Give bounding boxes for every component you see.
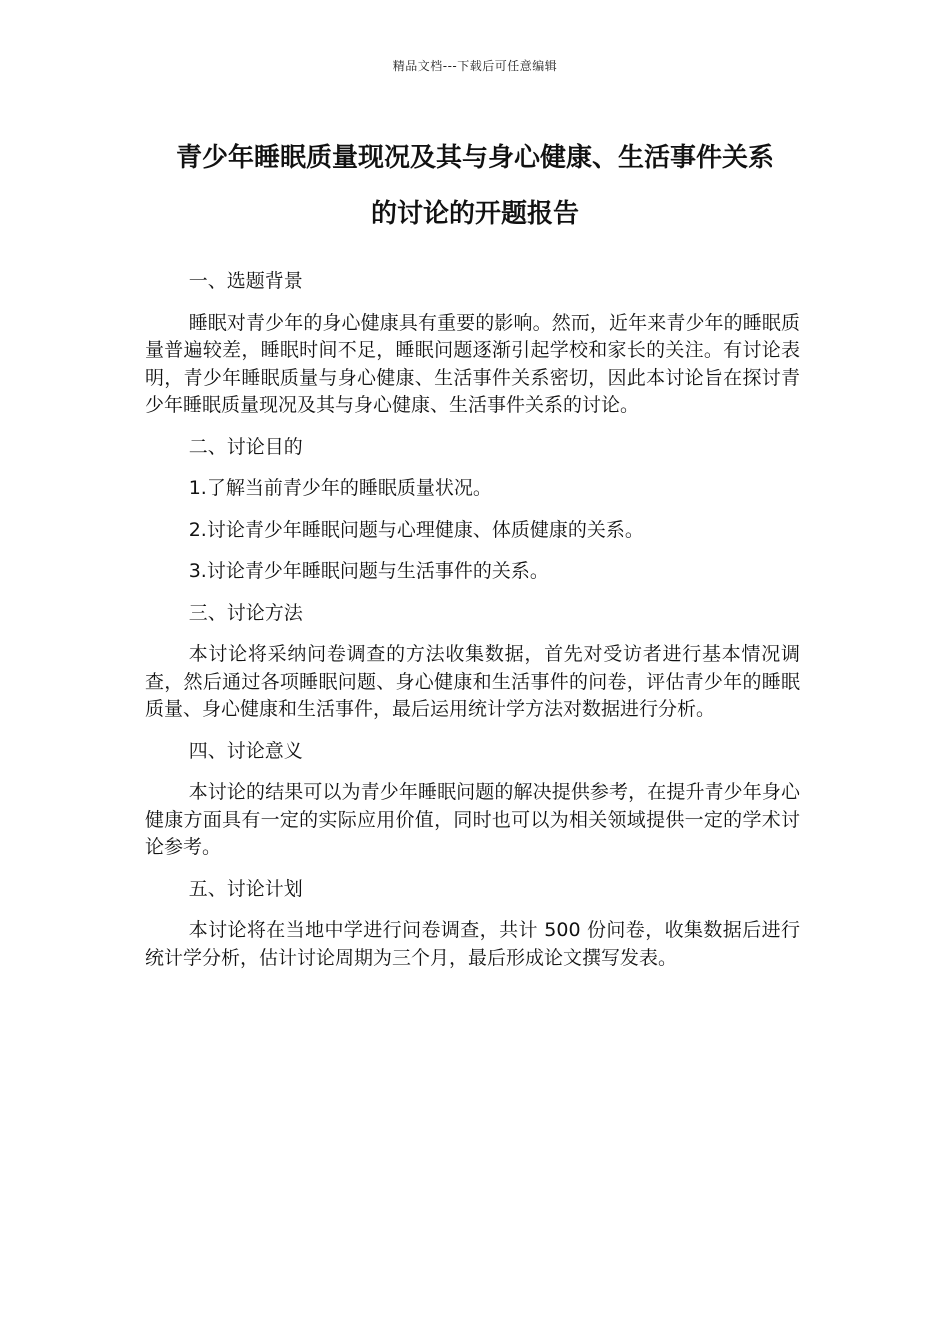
title-line-2: 的讨论的开题报告 <box>370 199 579 229</box>
section-heading-significance: 四、讨论意义 <box>188 739 303 762</box>
purpose-item: 3.讨论青少年睡眠问题与生活事件的关系。 <box>188 560 549 582</box>
title-line-1: 青少年睡眠质量现况及其与身心健康、生活事件关系 <box>175 143 774 173</box>
section-text-significance: 本讨论的结果可以为青少年睡眠问题的解决提供参考，在提升青少年身心健康方面具有一定的实际应用价值，同时也可以为相关领域提供一定的学术讨论参考。 <box>145 781 800 858</box>
section-heading-purpose: 二、讨论目的 <box>188 435 303 458</box>
header-note: 精品文档---下载后可任意编辑 <box>392 59 558 73</box>
section-text-plan: 本讨论将在当地中学进行问卷调查，共计 500 份问卷，收集数据后进行统计学分析，估计讨论周期为三个月，最后形成论文撰写发表。 <box>145 919 800 969</box>
section-heading-plan: 五、讨论计划 <box>188 877 303 900</box>
section-heading-background: 一、选题背景 <box>188 270 303 292</box>
purpose-item: 1.了解当前青少年的睡眠质量状况。 <box>188 477 492 499</box>
section-text-method: 本讨论将采纳问卷调查的方法收集数据，首先对受访者进行基本情况调查，然后通过各项睡眠问题、身心健康和生活事件的问卷，评估青少年的睡眠质量、身心健康和生活事件，最后运用统计学方法对数据进行分析。 <box>145 643 800 720</box>
section-text-background: 睡眠对青少年的身心健康具有重要的影响。然而，近年来青少年的睡眠质量普遍较差，睡眠时间不足，睡眠问题逐渐引起学校和家长的关注。有讨论表明，青少年睡眠质量与身心健康、生活事件关系密切，因此本讨论旨在探讨青少年睡眠质量现况及其与身心健康、生活事件关系的讨论。 <box>145 311 800 416</box>
purpose-item: 2.讨论青少年睡眠问题与心理健康、体质健康的关系。 <box>188 518 644 541</box>
section-heading-method: 三、讨论方法 <box>188 601 303 624</box>
document-body <box>145 268 800 986</box>
document-title <box>120 130 830 242</box>
